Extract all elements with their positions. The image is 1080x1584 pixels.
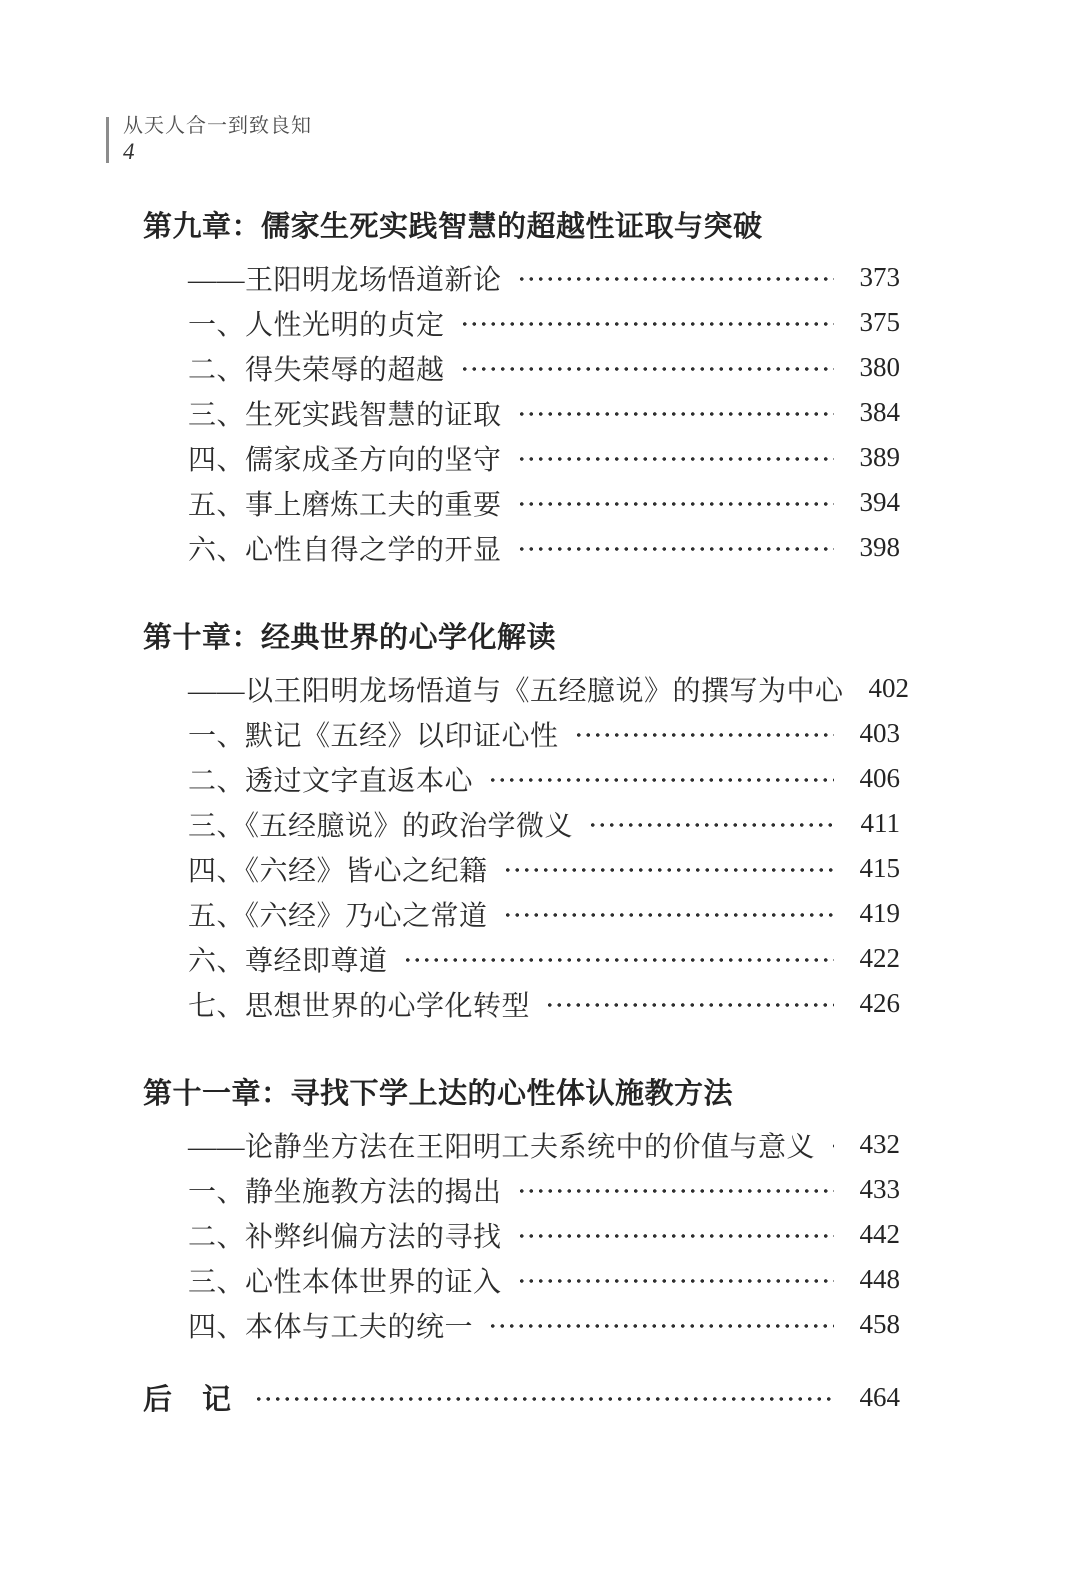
toc-entry-label: 四、本体与工夫的统一 (188, 1311, 474, 1343)
toc-entry-page: 442 (859, 1219, 900, 1249)
toc-entry-label: 二、补弊纠偏方法的寻找 (188, 1221, 502, 1253)
toc-entry-label: 二、透过文字直返本心 (188, 765, 474, 797)
page-number: 4 (123, 139, 135, 164)
dot-leader (574, 732, 834, 738)
dot-leader (517, 456, 834, 462)
toc-entry (188, 936, 900, 981)
toc-entry (188, 1122, 900, 1167)
toc-entry-page: 458 (859, 1309, 900, 1339)
toc-entry-label: 二、得失荣辱的超越 (188, 354, 445, 386)
chapter-entries (143, 1122, 900, 1347)
toc-entry (188, 1257, 900, 1302)
toc-entry-page: 398 (859, 532, 900, 562)
toc-entry (188, 435, 900, 480)
toc-entry-label: 三、生死实践智慧的证取 (188, 399, 502, 431)
dot-leader (460, 321, 834, 327)
running-header (106, 114, 312, 164)
toc-entry-label: ——论静坐方法在王阳明工夫系统中的价值与意义 (188, 1131, 816, 1163)
toc-entry (188, 525, 900, 570)
dot-leader (517, 276, 834, 282)
chapter-title: 第十一章：寻找下学上达的心性体认施教方法 (143, 1078, 734, 1110)
toc-entry-label: 四、《六经》皆心之纪籍 (188, 855, 488, 887)
toc-entry-page: 448 (859, 1264, 900, 1294)
chapter-entries (143, 255, 900, 570)
chapter-entries (143, 666, 910, 1026)
toc-entry (188, 345, 900, 390)
toc-entry-page: 402 (868, 673, 910, 703)
toc-entry-page: 380 (859, 352, 900, 382)
toc-entry-label: 一、默记《五经》以印证心性 (188, 720, 559, 752)
toc-entry-label: 七、思想世界的心学化转型 (188, 990, 531, 1022)
toc-section (143, 613, 910, 1026)
toc-entry-page: 406 (859, 763, 900, 793)
chapter-title: 第十章：经典世界的心学化解读 (143, 622, 557, 654)
toc-entry-page: 384 (859, 397, 900, 427)
toc-entry (188, 1302, 900, 1347)
toc-entry-label: 五、《六经》乃心之常道 (188, 900, 488, 932)
dot-leader (517, 546, 834, 552)
dot-leader (517, 411, 834, 417)
toc-entry (188, 255, 900, 300)
toc-entry-label: 六、尊经即尊道 (188, 945, 388, 977)
toc-entry-label: 一、静坐施教方法的揭出 (188, 1176, 502, 1208)
toc-entry-page: 433 (859, 1174, 900, 1204)
toc-entry-label: 后 记 (143, 1384, 232, 1416)
toc-entry-page: 419 (859, 898, 900, 928)
toc-entry-label: ——以王阳明龙场悟道与《五经臆说》的撰写为中心 (188, 675, 844, 707)
toc-entry (188, 300, 900, 345)
toc-entry-page: 432 (859, 1129, 900, 1159)
toc-entry-page: 403 (859, 718, 900, 748)
toc-entry (188, 756, 900, 801)
chapter-title: 第九章：儒家生死实践智慧的超越性证取与突破 (143, 211, 763, 243)
toc-entry-label: ——王阳明龙场悟道新论 (188, 264, 502, 296)
toc-entry-label: 三、心性本体世界的证入 (188, 1266, 502, 1298)
table-of-contents (143, 202, 910, 1420)
toc-entry (188, 666, 910, 711)
toc-entry (188, 711, 900, 756)
toc-entry-page: 389 (859, 442, 900, 472)
toc-entry-page: 375 (859, 307, 900, 337)
dot-leader (488, 1323, 834, 1329)
toc-entry (188, 846, 900, 891)
toc-entry-page: 373 (859, 262, 900, 292)
toc-entry-label: 五、事上磨炼工夫的重要 (188, 489, 502, 521)
dot-leader (254, 1396, 834, 1402)
toc-entry-page: 426 (859, 988, 900, 1018)
toc-entry (143, 1375, 900, 1420)
toc-entry-page: 415 (859, 853, 900, 883)
dot-leader (517, 1188, 834, 1194)
dot-leader (517, 1278, 834, 1284)
toc-entry-label: 三、《五经臆说》的政治学微义 (188, 810, 574, 842)
dot-leader (517, 501, 834, 507)
toc-entry (188, 981, 900, 1026)
toc-entry (188, 1212, 900, 1257)
toc-entry-label: 一、人性光明的贞定 (188, 309, 445, 341)
dot-leader (403, 957, 834, 963)
header-rule (106, 117, 109, 163)
toc-entry (188, 1167, 900, 1212)
dot-leader (503, 912, 834, 918)
toc-section (143, 202, 900, 570)
dot-leader (588, 822, 834, 828)
dot-leader (488, 777, 834, 783)
toc-entry-label: 六、心性自得之学的开显 (188, 534, 502, 566)
dot-leader (545, 1002, 834, 1008)
toc-section (143, 1069, 900, 1347)
toc-entry (188, 801, 900, 846)
toc-entry (188, 891, 900, 936)
dot-leader (503, 867, 834, 873)
toc-entry (188, 390, 900, 435)
book-title: 从天人合一到致良知 (123, 115, 312, 137)
toc-entry-page: 422 (859, 943, 900, 973)
toc-entry-label: 四、儒家成圣方向的坚守 (188, 444, 502, 476)
toc-entry-page: 394 (859, 487, 900, 517)
dot-leader (460, 366, 834, 372)
toc-entry (188, 480, 900, 525)
dot-leader (517, 1233, 834, 1239)
toc-entry-page: 411 (860, 808, 900, 838)
toc-entry-page: 464 (859, 1382, 900, 1412)
dot-leader (830, 1143, 834, 1149)
